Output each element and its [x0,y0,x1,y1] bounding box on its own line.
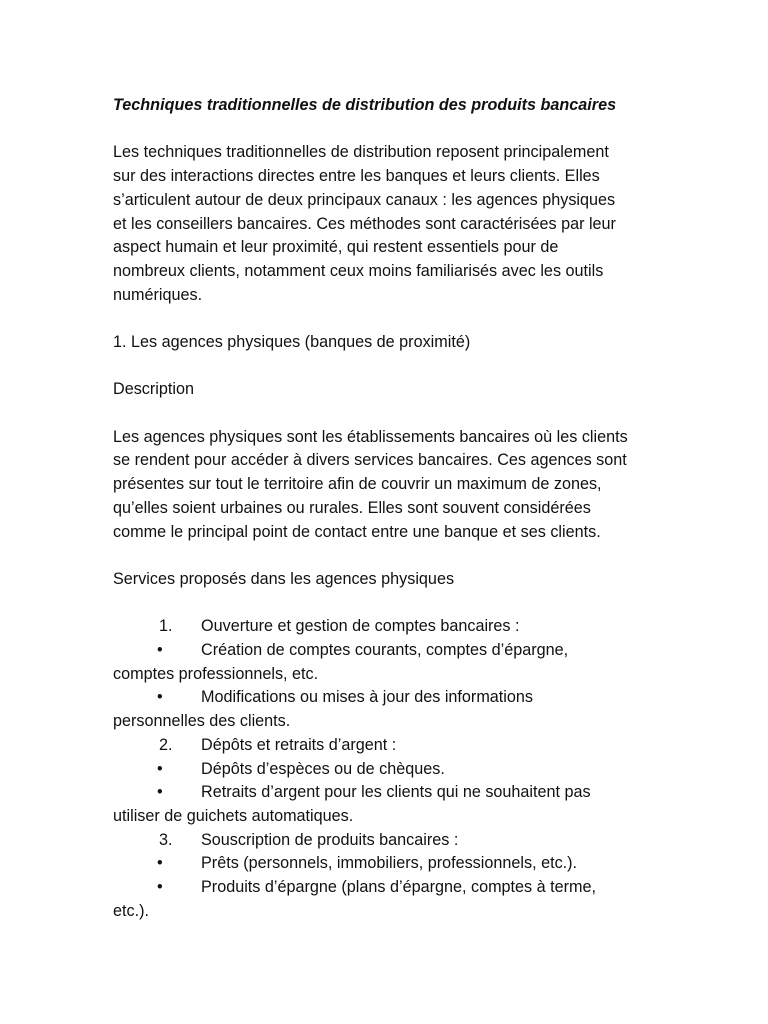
spacer [113,355,653,379]
description-paragraph [113,426,653,545]
description-heading: Description [113,380,194,399]
bullet-text: Création de comptes courants, comptes d’épargne, [201,641,569,660]
text-line: présentes sur tout le territoire afin de couvrir un maximum de zones, [113,475,602,494]
text-line: comme le principal point de contact entre une banque et ses clients. [113,522,601,541]
text-line: Les agences physiques sont les établissements bancaires où les clients [113,427,628,446]
bullet-icon: • [157,688,163,707]
bullet-icon: • [157,783,163,802]
text-line: et les conseillers bancaires. Ces méthodes sont caractérisées par leur [113,214,616,233]
bullet-continuation: utiliser de guichets automatiques. [113,807,354,825]
section-heading: 1. Les agences physiques (banques de proximité) [113,333,471,351]
list-number: 2. [159,735,173,754]
services-heading: Services proposés dans les agences physiques [113,569,455,588]
document-body [113,94,653,924]
spacer [113,118,653,142]
bullet-item [113,758,653,782]
bullet-text: Prêts (personnels, immobiliers, professionnels, etc.). [201,854,578,873]
list-item [113,734,653,758]
list-number: 3. [159,830,173,849]
list-number: 1. [159,617,173,636]
bullet-icon: • [157,759,163,778]
bullet-continuation: etc.). [113,901,149,920]
list-item-label: Ouverture et gestion de comptes bancaires : [201,617,520,636]
intro-paragraph [113,141,653,307]
spacer [113,592,653,616]
bullet-item [113,852,653,876]
bullet-item [113,639,653,663]
bullet-item [113,876,653,900]
bullet-icon: • [157,878,163,897]
bullet-item [113,781,653,805]
text-line: qu’elles soient urbaines ou rurales. Elles sont souvent considérées [113,498,591,517]
text-line: s’articulent autour de deux principaux canaux : les agences physiques [113,190,616,209]
bullet-continuation: personnelles des clients. [113,712,291,731]
document-title: Techniques traditionnelles de distribution des produits bancaires [113,96,617,114]
spacer [113,402,653,426]
bullet-text: Retraits d’argent pour les clients qui ne souhaitent pas [201,783,591,802]
text-line: nombreux clients, notamment ceux moins familiarisés avec les outils [113,261,604,280]
services-list [113,615,653,923]
spacer [113,307,653,331]
bullet-icon: • [157,854,163,873]
list-item-label: Dépôts et retraits d’argent : [201,735,397,754]
text-line: aspect humain et leur proximité, qui restent essentiels pour de [113,238,559,257]
list-item [113,829,653,853]
text-line: sur des interactions directes entre les banques et leurs clients. Elles [113,167,600,186]
text-line: se rendent pour accéder à divers services bancaires. Ces agences sont [113,451,627,470]
text-line: Les techniques traditionnelles de distribution reposent principalement [113,143,609,162]
list-item-label: Souscription de produits bancaires : [201,830,459,849]
bullet-text: Dépôts d’espèces ou de chèques. [201,759,445,778]
list-item [113,615,653,639]
bullet-continuation: comptes professionnels, etc. [113,664,319,683]
text-line: numériques. [113,285,203,304]
spacer [113,544,653,568]
bullet-text: Modifications ou mises à jour des informations [201,688,533,707]
bullet-item [113,686,653,710]
bullet-text: Produits d’épargne (plans d’épargne, comptes à terme, [201,878,597,897]
bullet-icon: • [157,641,163,660]
